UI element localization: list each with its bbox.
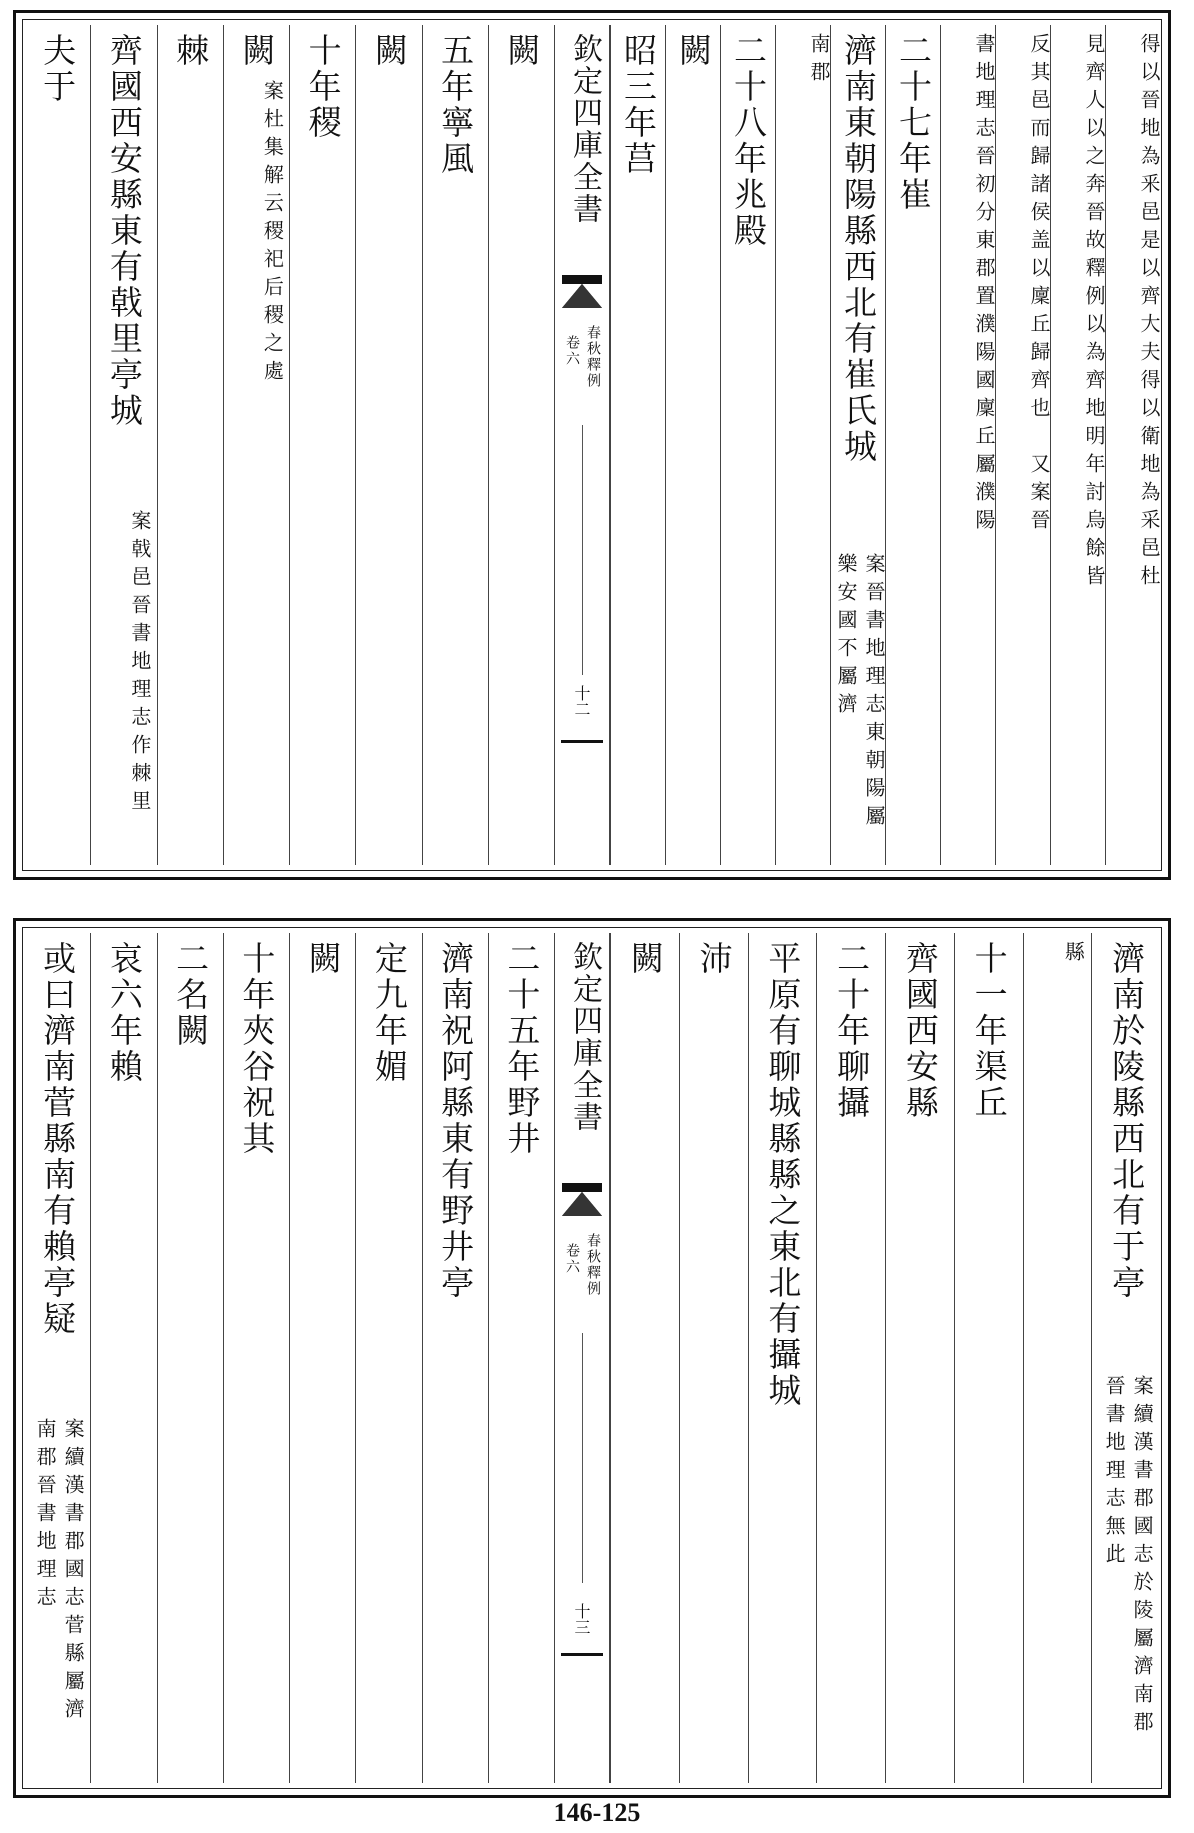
text-column [90, 933, 156, 1783]
title-strip [554, 25, 610, 865]
strip-divider [582, 425, 583, 675]
folio-number: 十三 [572, 1603, 591, 1635]
text-column [24, 25, 90, 865]
text-column [995, 25, 1050, 865]
volume-title: 春秋釋例 [585, 1233, 601, 1297]
main-text: 二十八年兆殿 [729, 33, 768, 249]
annotation-text: 案續漢書郡國志於陵屬濟南郡晉書地理志無此 [1102, 1375, 1155, 1739]
main-text: 闕 [674, 33, 713, 69]
title-strip [554, 933, 610, 1783]
text-column [289, 933, 355, 1783]
folio-number: 十二 [572, 685, 591, 717]
main-text: 闕 [502, 33, 542, 69]
main-text: 沛 [694, 941, 734, 977]
main-text: 哀六年賴 [104, 941, 144, 1085]
main-text: 昭三年莒 [619, 33, 658, 177]
annotation-text: 反其邑而歸諸侯盖以廩丘歸齊也 又案晉 [1027, 33, 1051, 537]
page-frame-top [13, 10, 1171, 880]
main-text: 十年夾谷祝其 [237, 941, 277, 1157]
text-column [679, 933, 748, 1783]
text-column [157, 933, 223, 1783]
text-column [289, 25, 355, 865]
strip-bottom-bar [561, 1653, 603, 1656]
main-text: 或曰濟南菅縣南有賴亭疑 [38, 941, 78, 1337]
main-text: 闕 [237, 33, 277, 69]
text-column [422, 933, 488, 1783]
main-text: 平原有聊城縣縣之東北有攝城 [763, 941, 803, 1409]
main-text: 十一年渠丘 [969, 941, 1009, 1121]
main-text: 夫于 [38, 33, 78, 105]
main-text: 濟南祝阿縣東有野井亭 [436, 941, 476, 1301]
text-column [1023, 933, 1092, 1783]
text-column [830, 25, 885, 865]
main-text: 闕 [625, 941, 665, 977]
text-column [157, 25, 223, 865]
annotation-text: 南郡 [807, 33, 831, 89]
annotation-text: 案晉書地理志東朝陽屬樂安國不屬濟 [834, 553, 886, 833]
text-column [422, 25, 488, 865]
volume-title: 春秋釋例 [585, 325, 601, 389]
main-text: 棘 [171, 33, 211, 69]
main-text: 闕 [303, 941, 343, 977]
chapter-label: 卷六 [564, 335, 580, 367]
text-column [775, 25, 830, 865]
main-text: 二名闕 [171, 941, 211, 1049]
book-title: 欽定四庫全書 [567, 33, 602, 225]
text-column [748, 933, 817, 1783]
main-text: 濟南於陵縣西北有于亭 [1107, 941, 1147, 1301]
main-text: 二十五年野井 [502, 941, 542, 1157]
strip-divider [582, 1333, 583, 1583]
annotation-text: 縣 [1061, 941, 1086, 969]
strip-bottom-bar [561, 740, 603, 743]
text-column [816, 933, 885, 1783]
annotation-text: 案續漢書郡國志菅縣屬濟南郡晉書地理志 [33, 1418, 86, 1726]
main-text: 定九年媚 [369, 941, 409, 1085]
text-column [610, 25, 665, 865]
annotation-text: 見齊人以之奔晉故釋例以為齊地明年討烏餘皆 [1082, 33, 1106, 593]
text-column [1050, 25, 1105, 865]
text-column [954, 933, 1023, 1783]
text-column [355, 25, 421, 865]
main-text: 齊國西安縣東有戟里亭城 [104, 33, 144, 429]
text-column [720, 25, 775, 865]
text-column [885, 933, 954, 1783]
text-column [940, 25, 995, 865]
text-column [488, 933, 554, 1783]
annotation-text: 書地理志晉初分東郡置濮陽國廩丘屬濮陽 [972, 33, 996, 537]
text-column [1091, 933, 1160, 1783]
chapter-label: 卷六 [564, 1243, 580, 1275]
text-column [90, 25, 156, 865]
page-frame-bottom [13, 918, 1171, 1798]
page-number: 146-125 [553, 1798, 641, 1827]
main-text: 二十年聊攝 [832, 941, 872, 1121]
main-text: 闕 [369, 33, 409, 69]
text-column [355, 933, 421, 1783]
text-column [223, 933, 289, 1783]
main-text: 濟南東朝陽縣西北有崔氏城 [839, 33, 878, 465]
text-column [610, 933, 679, 1783]
main-text: 二十七年崔 [894, 33, 933, 213]
annotation-text: 案杜集解云稷祀后稷之處 [260, 80, 285, 388]
text-column [1105, 25, 1160, 865]
annotation-text: 得以晉地為釆邑是以齊大夫得以衛地為采邑杜 [1137, 33, 1161, 593]
text-column [665, 25, 720, 865]
book-title: 欽定四庫全書 [567, 941, 602, 1133]
text-column [885, 25, 940, 865]
main-text: 齊國西安縣 [900, 941, 940, 1121]
text-column [24, 933, 90, 1783]
fishtail-mark-icon [562, 1183, 602, 1217]
text-column [488, 25, 554, 865]
fishtail-mark-icon [562, 275, 602, 309]
main-text: 五年寧風 [436, 33, 476, 177]
text-column [223, 25, 289, 865]
annotation-text: 案戟邑晉書地理志作棘里 [127, 510, 152, 818]
main-text: 十年稷 [303, 33, 343, 141]
